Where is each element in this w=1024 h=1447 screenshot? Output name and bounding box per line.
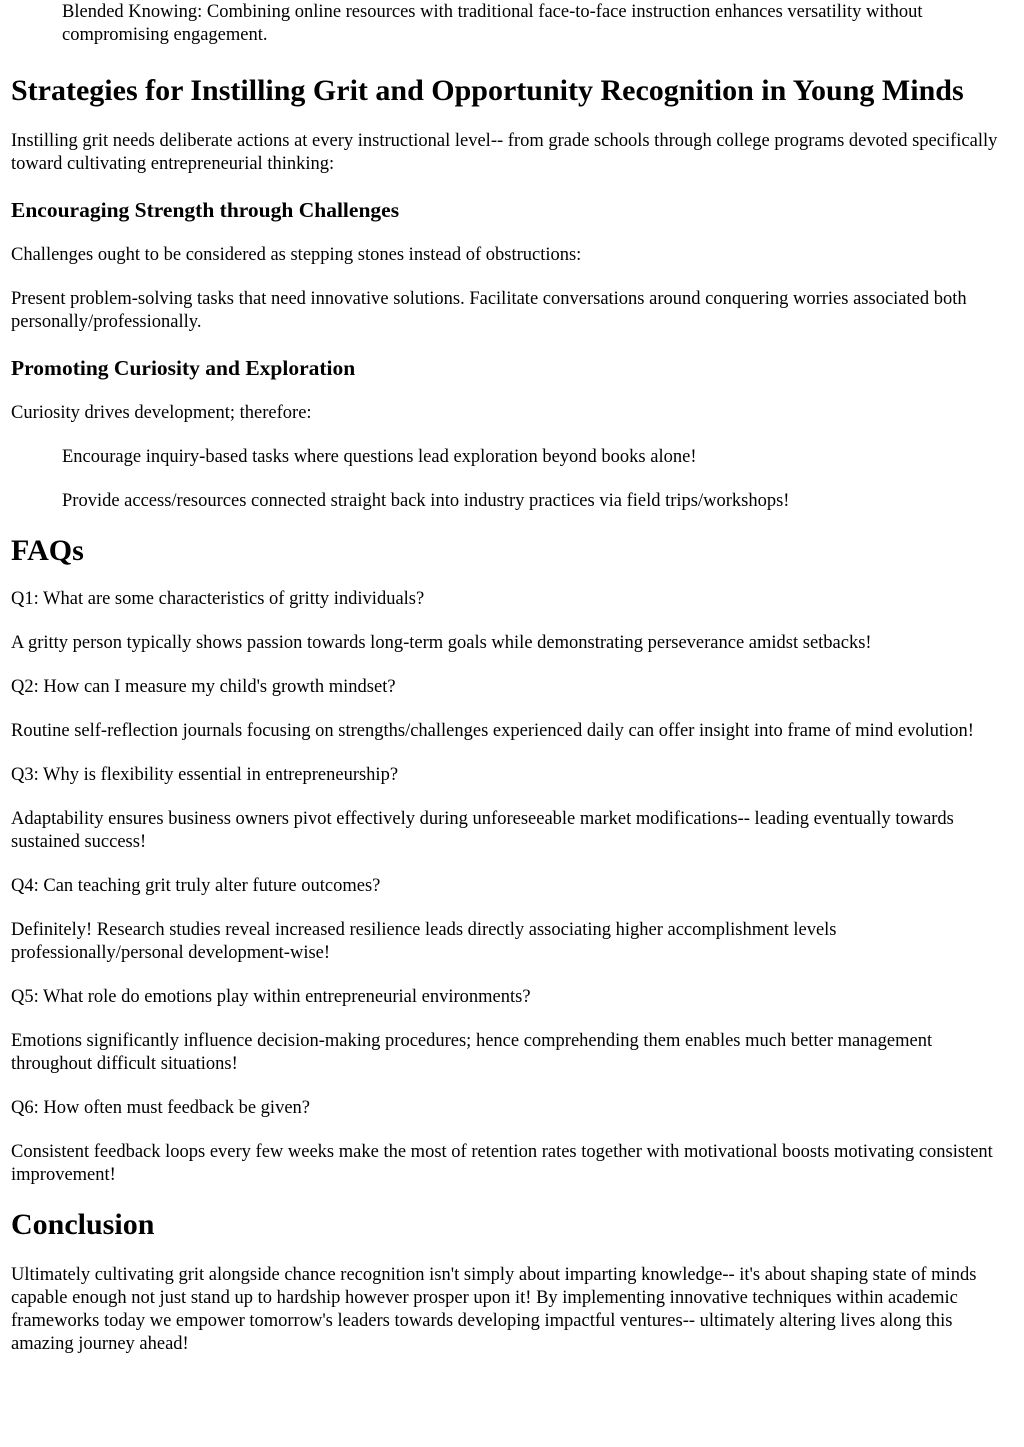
faq-question-2: Q2: How can I measure my child's growth mindset? bbox=[11, 677, 396, 697]
faq-answer-5: Emotions significantly influence decision-making procedures; hence comprehending them enables much better management throughout difficult situations! bbox=[11, 1031, 933, 1074]
curiosity-lead: Curiosity drives development; therefore: bbox=[11, 403, 312, 423]
faq-question-5: Q5: What role do emotions play within entrepreneurial environments? bbox=[11, 987, 531, 1007]
conclusion-heading: Conclusion bbox=[11, 1208, 155, 1241]
faq-answer-1: A gritty person typically shows passion towards long-term goals while demonstrating perseverance amidst setbacks! bbox=[11, 633, 872, 653]
strength-subheading: Encouraging Strength through Challenges bbox=[11, 198, 400, 222]
article bbox=[0, 1, 1024, 1356]
faq-question-4: Q4: Can teaching grit truly alter future outcomes? bbox=[11, 876, 381, 896]
faq-answer-4: Definitely! Research studies reveal increased resilience leads directly associating higher accomplishment levels professionally/personal development-wise! bbox=[11, 920, 837, 963]
curiosity-subheading: Promoting Curiosity and Exploration bbox=[11, 356, 356, 380]
blended-knowing-item: Blended Knowing: Combining online resources with traditional face-to-face instruction enhances versatility without compromising engagement. bbox=[62, 2, 923, 45]
conclusion-body: Ultimately cultivating grit alongside chance recognition isn't simply about imparting knowledge-- it's about shaping state of minds capable enough not just stand up to hardship however prosper upon it! By implementing innovative techniques within academic frameworks today we empower tomorrow's leaders towards developing impactful ventures-- ultimately altering lives along this amazing journey ahead! bbox=[11, 1265, 977, 1354]
faq-answer-3: Adaptability ensures business owners pivot effectively during unforeseeable market modifications-- leading eventually towards sustained success! bbox=[11, 809, 954, 852]
faq-answer-2: Routine self-reflection journals focusing on strengths/challenges experienced daily can offer insight into frame of mind evolution! bbox=[11, 721, 974, 741]
faq-answer-6: Consistent feedback loops every few weeks make the most of retention rates together with motivational boosts motivating consistent improvement! bbox=[11, 1142, 993, 1185]
strength-body: Present problem-solving tasks that need innovative solutions. Facilitate conversations around conquering worries associated both personally/professionally. bbox=[11, 289, 967, 332]
curiosity-item-2: Provide access/resources connected straight back into industry practices via field trips/workshops! bbox=[62, 491, 790, 511]
faq-question-3: Q3: Why is flexibility essential in entrepreneurship? bbox=[11, 765, 399, 785]
strategies-heading: Strategies for Instilling Grit and Opportunity Recognition in Young Minds bbox=[11, 74, 964, 107]
faqs-heading: FAQs bbox=[11, 534, 84, 567]
strategies-intro: Instilling grit needs deliberate actions at every instructional level-- from grade schools through college programs devoted specifically toward cultivating entrepreneurial thinking: bbox=[11, 131, 998, 174]
faq-question-6: Q6: How often must feedback be given? bbox=[11, 1098, 310, 1118]
strength-lead: Challenges ought to be considered as stepping stones instead of obstructions: bbox=[11, 245, 582, 265]
faq-question-1: Q1: What are some characteristics of gritty individuals? bbox=[11, 589, 425, 609]
curiosity-item-1: Encourage inquiry-based tasks where questions lead exploration beyond books alone! bbox=[62, 447, 697, 467]
